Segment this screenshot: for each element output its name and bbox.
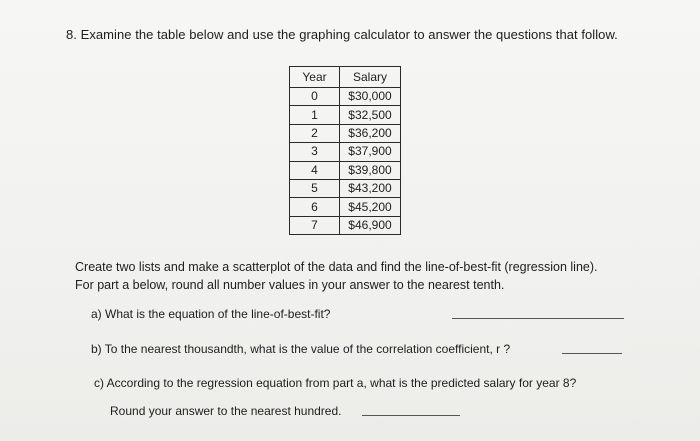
salary-column-header: Salary xyxy=(340,67,401,88)
part-a-question: a) What is the equation of the line-of-best-fit? xyxy=(91,307,331,321)
part-b-question: b) To the nearest thousandth, what is the value of the correlation coefficient, r ? xyxy=(91,342,511,356)
question-prompt xyxy=(66,27,618,42)
table-row xyxy=(290,143,401,161)
table-row xyxy=(290,106,401,124)
salary-cell: $43,200 xyxy=(340,179,401,197)
table-row xyxy=(290,88,401,106)
year-column-header: Year xyxy=(290,67,340,88)
year-cell: 6 xyxy=(290,198,340,216)
salary-cell: $30,000 xyxy=(340,88,401,106)
year-cell: 0 xyxy=(290,88,340,106)
year-cell: 3 xyxy=(290,143,340,161)
instructions-line-1: Create two lists and make a scatterplot of the data and find the line-of-best-fit (regression line). xyxy=(75,260,598,274)
question-text: Examine the table below and use the graphing calculator to answer the questions that follow. xyxy=(80,27,618,42)
table-row xyxy=(290,124,401,142)
salary-cell: $36,200 xyxy=(340,124,401,142)
salary-table xyxy=(289,66,401,235)
instructions xyxy=(75,258,598,294)
salary-cell: $45,200 xyxy=(340,198,401,216)
year-cell: 5 xyxy=(290,179,340,197)
year-cell: 1 xyxy=(290,106,340,124)
year-cell: 4 xyxy=(290,161,340,179)
part-c-question: c) According to the regression equation from part a, what is the predicted salary for year 8? xyxy=(94,376,577,390)
part-c-answer-line[interactable] xyxy=(362,415,460,416)
question-number: 8. xyxy=(66,27,77,42)
table-row xyxy=(290,198,401,216)
table-row xyxy=(290,161,401,179)
salary-cell: $32,500 xyxy=(340,106,401,124)
year-cell: 2 xyxy=(290,124,340,142)
part-c-rounding-note: Round your answer to the nearest hundred. xyxy=(110,404,342,418)
salary-cell: $39,800 xyxy=(340,161,401,179)
part-a-answer-line[interactable] xyxy=(452,318,624,319)
year-cell: 7 xyxy=(290,216,340,234)
table-header-row xyxy=(290,67,401,88)
instructions-line-2: For part a below, round all number values in your answer to the nearest tenth. xyxy=(75,278,505,292)
salary-cell: $37,900 xyxy=(340,143,401,161)
salary-cell: $46,900 xyxy=(340,216,401,234)
table-row xyxy=(290,179,401,197)
part-b-answer-line[interactable] xyxy=(562,353,622,354)
table-row xyxy=(290,216,401,234)
